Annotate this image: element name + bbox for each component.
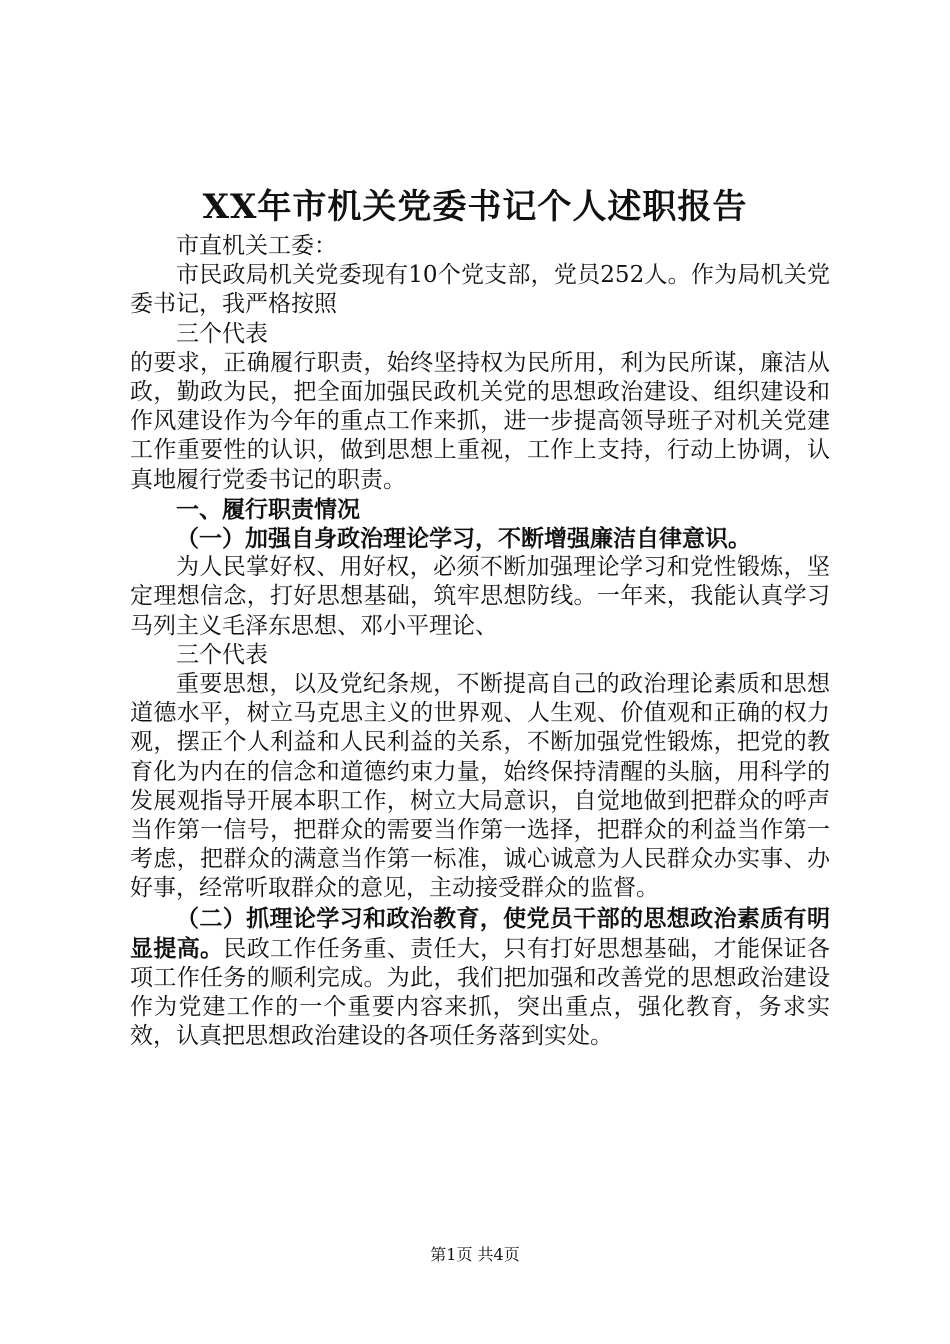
intro-paragraph-2: 的要求，正确履行职责，始终坚持权为民所用，利为民所谋，廉洁从政，勤政为民，把全面加强民政机关党的思想政治建设、组织建设和作风建设作为今年的重点工作来抓，进一步提高领导班子对机关党建工作重要性的认识，做到思想上重视，工作上支持，行动上协调，认真地履行党委书记的职责。 [130,349,830,493]
three-represents-line-1: 三个代表 [176,320,268,347]
intro-paragraph-1: 市民政局机关党委现有10个党支部，党员252人。作为局机关党委书记，我严格按照 [130,262,830,318]
page-title: XX年市机关党委书记个人述职报告 [202,187,748,227]
subsection-1-paragraph-2: 重要思想，以及党纪条规，不断提高自己的政治理论素质和思想道德水平，树立马克思主义的世界观、人生观、价值观和正确的权力观，摆正个人利益和人民利益的关系，不断加强党性锻炼，把党的教育化为内在的信念和道德约束力量，始终保持清醒的头脑，用科学的发展观指导开展本职工作，树立大局意识，自觉地做到把群众的呼声当作第一信号，把群众的需要当作第一选择，把群众的利益当作第一考虑，把群众的满意当作第一标准，诚心诚意为人民群众办实事、办好事，经常听取群众的意见，主动接受群众的监督。 [130,671,830,902]
subsection-2-paragraph [130,904,830,1052]
subsection-heading-1: （一）加强自身政治理论学习，不断增强廉洁自律意识。 [176,525,751,553]
salutation: 市直机关工委： [176,233,337,259]
subsection-2-text: 民政工作任务重、责任大，只有打好思想基础，才能保证各项工作任务的顺利完成。为此，我们把加强和改善党的思想政治建设作为党建工作的一个重要内容来抓，突出重点，强化教育，务求实效，认真把思想政治建设的各项任务落到实处。 [130,935,831,1050]
subsection-1-paragraph-1: 为人民掌好权、用好权，必须不断加强理论学习和党性锻炼，坚定理想信念，打好思想基础，筑牢思想防线。一年来，我能认真学习马列主义毛泽东思想、邓小平理论、 [130,554,830,639]
page-footer: 第1页 共4页 [430,1245,520,1264]
section-heading-1: 一、履行职责情况 [176,495,360,523]
subsection-heading-2: （二）抓理论学习和政治教育，使党员干部的思想政治素质有明显提高。 [130,904,830,962]
three-represents-line-2: 三个代表 [176,641,268,668]
document-body [130,232,830,1052]
